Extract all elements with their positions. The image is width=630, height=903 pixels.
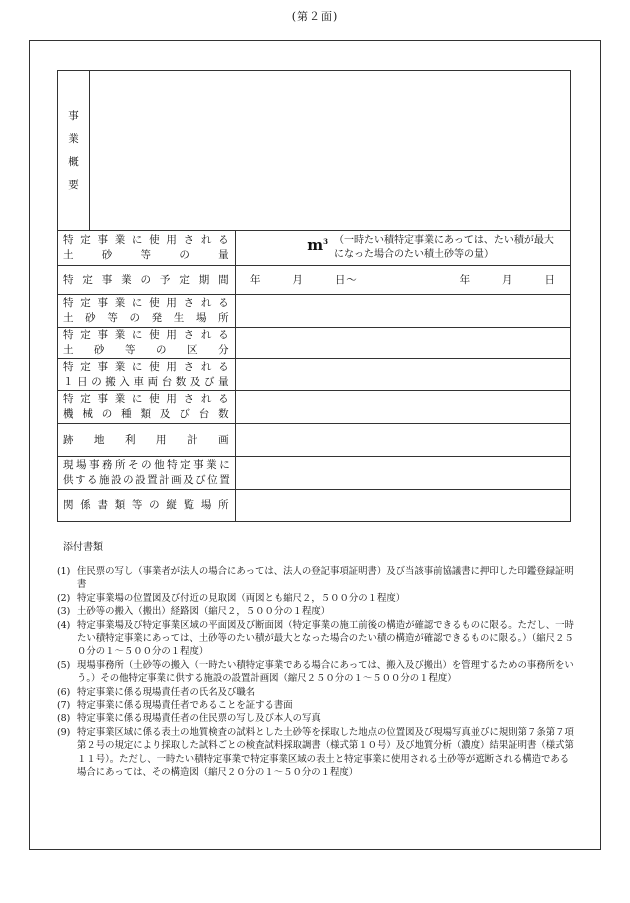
row-category [58, 328, 571, 359]
row-soil-amount [58, 231, 571, 266]
attachment-number: (2) [57, 592, 71, 604]
attachment-item [57, 565, 577, 592]
attachment-text: 土砂等の搬入（搬出）経路図（縮尺２，５００分の１程度） [77, 606, 331, 618]
form-frame [29, 40, 601, 850]
summary-label: 事 業 概 要 [58, 71, 90, 231]
attachments-list [57, 565, 577, 780]
period-field[interactable]: 年 月 日～ 年 月 日 [236, 266, 571, 295]
attachments-section [57, 538, 577, 780]
attachment-item [57, 686, 577, 699]
machines-label: 特定事業に使用される 機械の種類及び台数 [58, 391, 236, 424]
attachment-number: (5) [57, 659, 71, 671]
attachments-title: 添付書類 [63, 542, 103, 553]
soil-amount-note: （一時たい積特定事業にあっては、たい積が最大になった場合のたい積土砂等の量） [334, 235, 554, 260]
machines-field[interactable] [236, 391, 571, 424]
attachment-text: 特定事業場及び特定事業区域の平面図及び断面図（特定事業の施工前後の構造が確認できるものに限る。ただし、一時たい積特定事業にあっては、土砂等のたい積が最大となった場合のたい積の構造が確認できるものに限る。）（縮尺２５０分の１～５００分の１程度） [77, 619, 574, 658]
attachment-text: 特定事業区域に係る表土の地質検査の試料とした土砂等を採取した地点の位置図及び現場写真並びに規則第７条第７項第２号の規定により採取した試料ごとの検査試料採取調書（様式第１０号）及び地質分析（濃度）結果証明書（様式第１１号）。ただし、一時たい積特定事業で特定事業区域の表土と特定事業に使用される土砂等が遮断される構造である場合にあっては、その構造図（縮尺２０分の１～５０分の１程度） [77, 726, 574, 779]
attachment-number: (9) [57, 726, 71, 738]
land-use-field[interactable] [236, 424, 571, 457]
inspection-label: 関係書類等の縦覧場所 [58, 490, 236, 522]
summary-row [58, 71, 571, 231]
attachment-item [57, 592, 577, 605]
row-inspection [58, 490, 571, 522]
soil-amount-field[interactable] [236, 231, 571, 266]
attachment-item [57, 619, 577, 659]
row-machines [58, 391, 571, 424]
attachment-item [57, 699, 577, 712]
attachment-item [57, 605, 577, 618]
attachment-text: 現場事務所（土砂等の搬入（一時たい積特定事業である場合にあっては、搬入及び搬出）を管理するための事務所をいう。）その他特定事業に供する施設の設置計画図（縮尺２５０分の１～５００分の１程度） [77, 659, 574, 685]
row-origin [58, 295, 571, 328]
land-use-label: 跡地利用計画 [58, 424, 236, 457]
attachment-text: 特定事業に係る現場責任者であることを証する書面 [77, 700, 293, 712]
row-period [58, 266, 571, 295]
attachment-text: 住民票の写し（事業者が法人の場合にあっては、法人の登記事項証明書）及び当該事前協議書に押印した印鑑登録証明書 [77, 566, 574, 591]
cubic-meter-unit: $m^3$ [307, 236, 328, 254]
attachment-text: 特定事業に係る現場責任者の住民票の写し及び本人の写真 [77, 713, 321, 725]
soil-amount-label: 特定事業に使用される 土砂等の量 [58, 231, 236, 266]
site-office-field[interactable] [236, 457, 571, 490]
row-trucks [58, 359, 571, 391]
attachment-item [57, 712, 577, 725]
inspection-field[interactable] [236, 490, 571, 522]
row-land-use [58, 424, 571, 457]
summary-field[interactable] [90, 71, 571, 231]
attachment-number: (4) [57, 619, 71, 631]
attachment-number: (7) [57, 700, 71, 712]
attachment-item [57, 659, 577, 686]
origin-field[interactable] [236, 295, 571, 328]
attachment-item [57, 726, 577, 780]
origin-label: 特定事業に使用される 土砂等の発生場所 [58, 295, 236, 328]
attachment-number: (3) [57, 606, 71, 618]
attachment-text: 特定事業場の位置図及び付近の見取図（両図とも縮尺２，５００分の１程度） [77, 592, 406, 604]
trucks-label: 特定事業に使用される １日の搬入車両台数及び量 [58, 359, 236, 391]
period-label: 特定事業の予定期間 [58, 266, 236, 295]
attachment-number: (1) [57, 566, 71, 577]
attachment-number: (6) [57, 686, 71, 698]
attachment-number: (8) [57, 713, 71, 725]
page-label: (第２面) [291, 10, 339, 23]
site-office-label: 現場事務所その他特定事業に 供する施設の設置計画及び位置 [58, 457, 236, 490]
row-site-office [58, 457, 571, 490]
category-label: 特定事業に使用される 土砂等の区分 [58, 328, 236, 359]
trucks-field[interactable] [236, 359, 571, 391]
attachment-text: 特定事業に係る現場責任者の氏名及び職名 [77, 686, 256, 698]
form-table [57, 70, 571, 522]
category-field[interactable] [236, 328, 571, 359]
